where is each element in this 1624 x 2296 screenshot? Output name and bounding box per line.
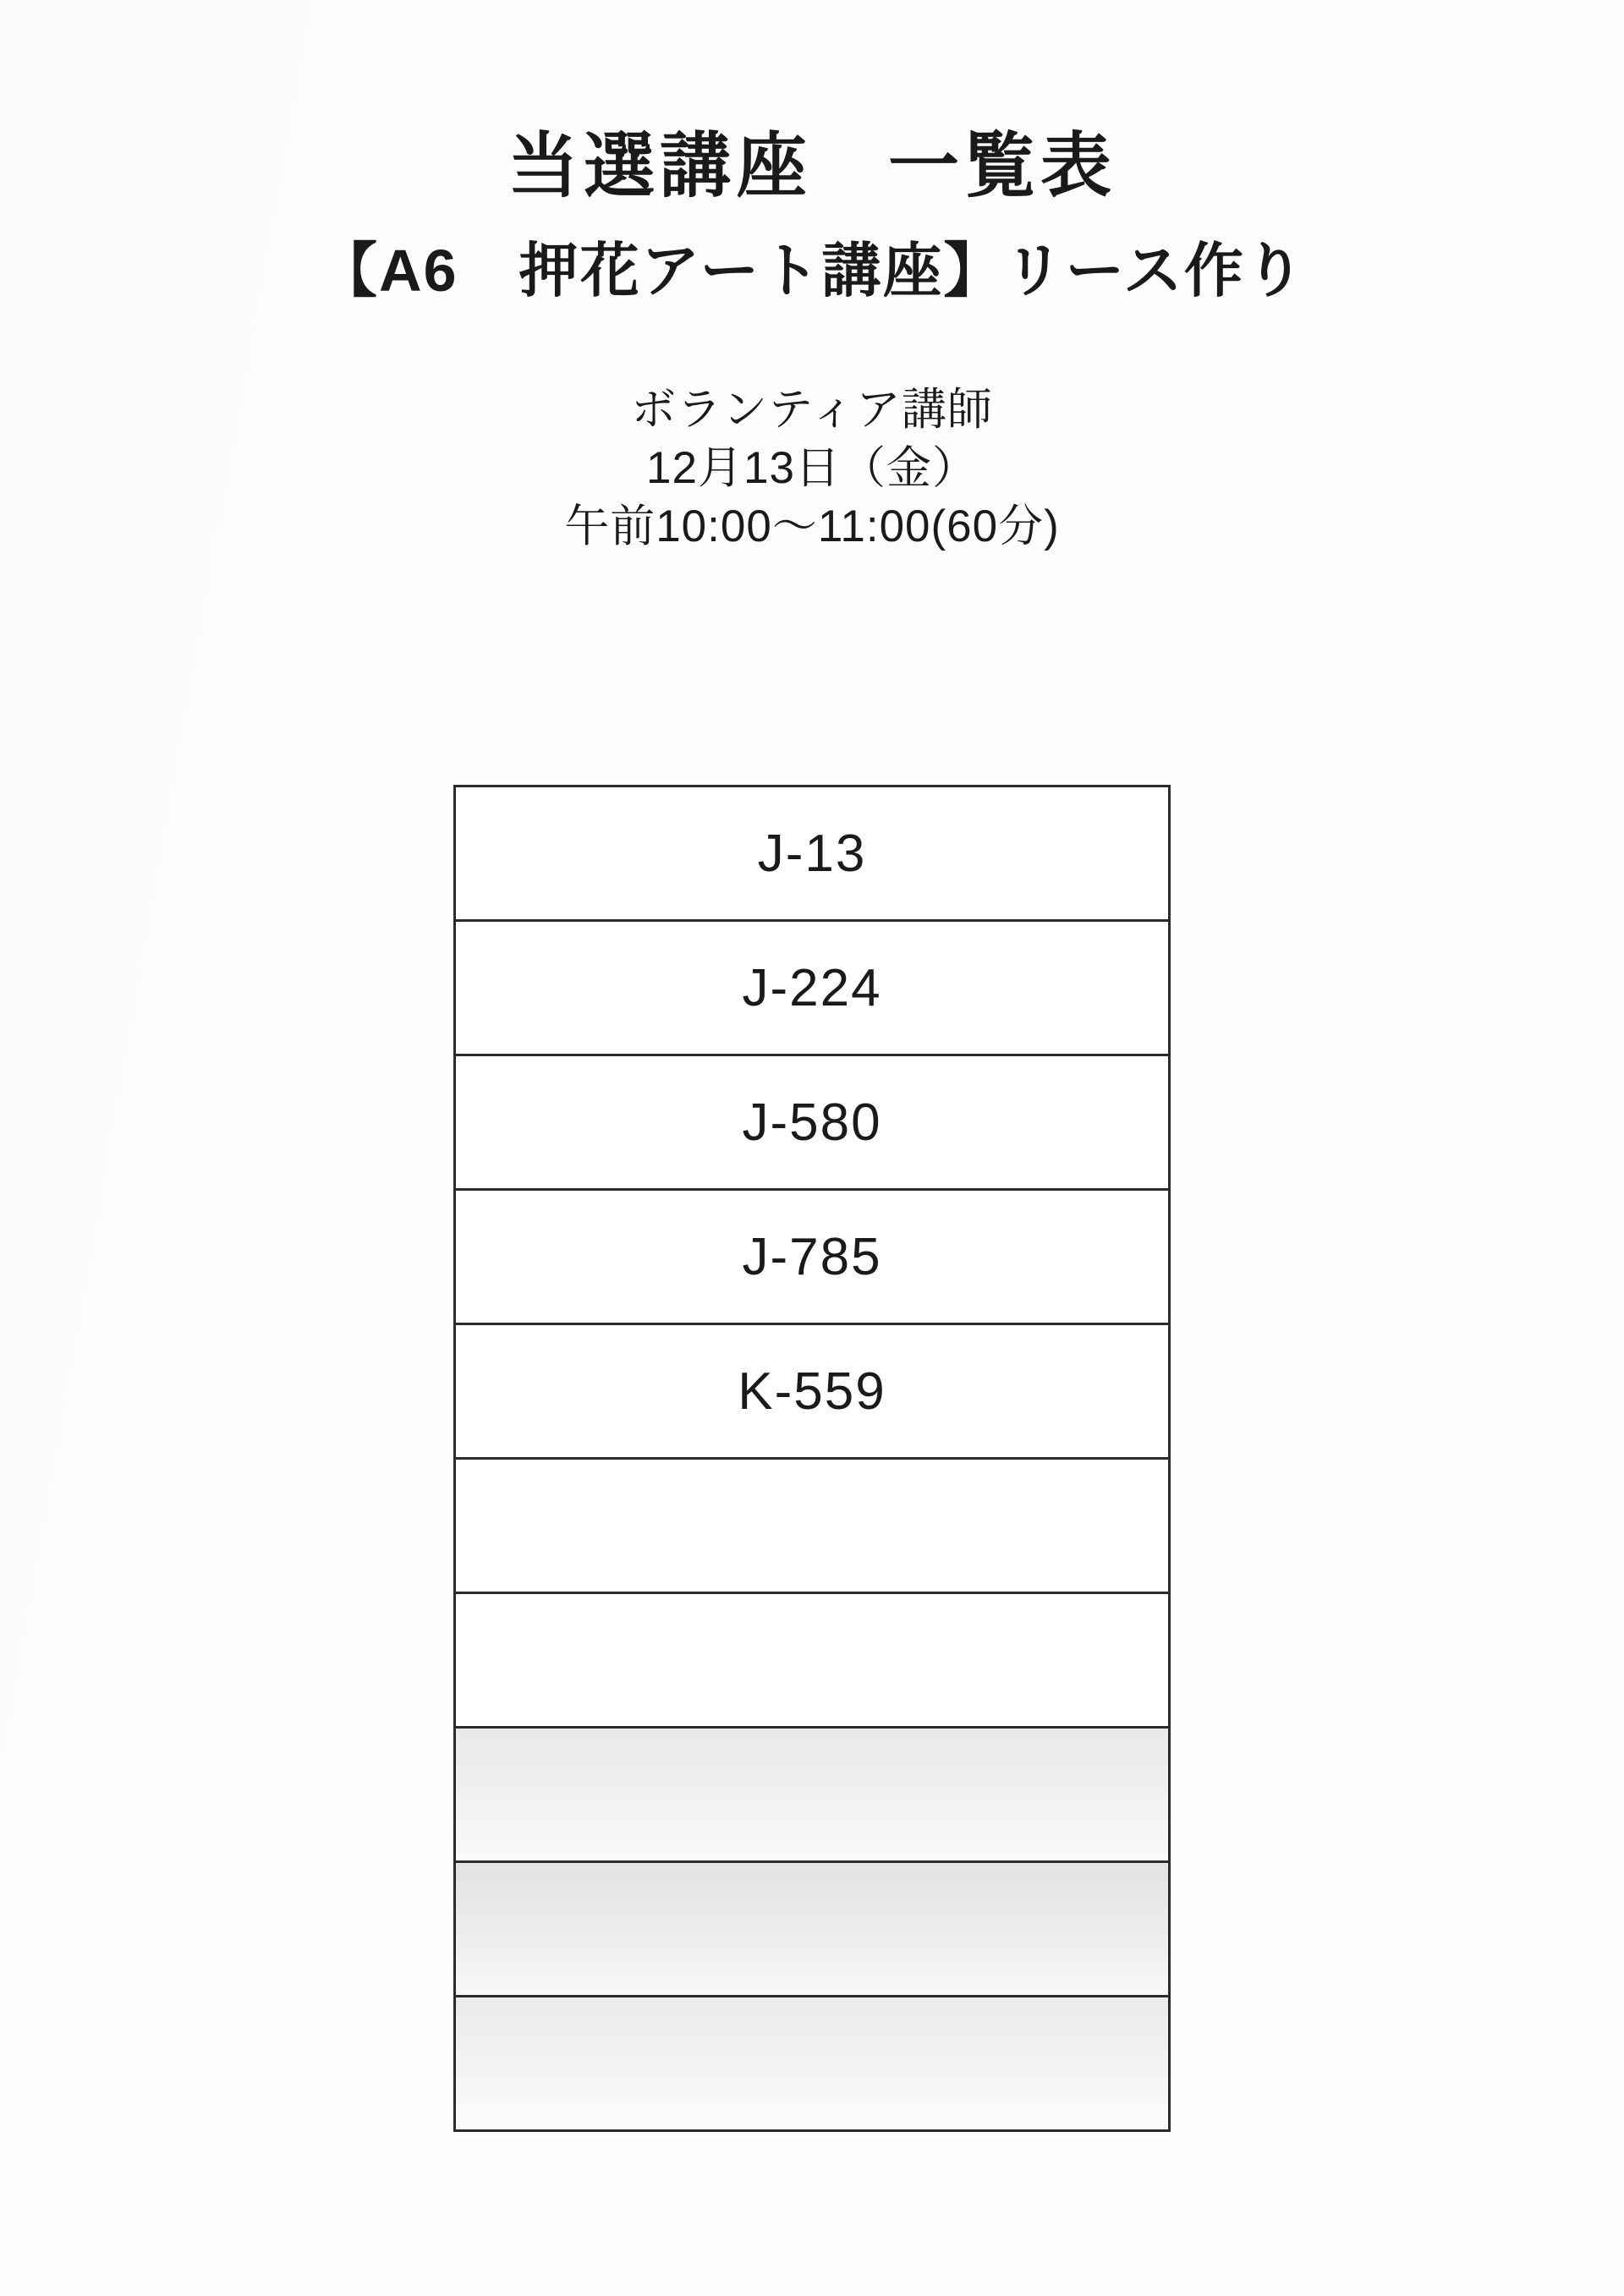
winners-table xyxy=(453,785,1171,2132)
winners-table-container xyxy=(453,785,1171,2132)
winner-id-cell: J-13 xyxy=(455,786,1170,921)
winner-id-cell-empty xyxy=(455,1459,1170,1593)
table-row xyxy=(455,1324,1170,1459)
winner-id-cell-empty xyxy=(455,1728,1170,1862)
instructor-line: ボランティア講師 xyxy=(631,384,993,435)
winner-id-cell: J-785 xyxy=(455,1190,1170,1324)
page-title: 当選講座 一覧表 xyxy=(507,126,1116,205)
table-row xyxy=(455,1728,1170,1862)
course-subtitle: 【A6 押花アート講座】リース作り xyxy=(318,238,1306,304)
table-row xyxy=(455,921,1170,1055)
winner-id-cell-empty xyxy=(455,1997,1170,2131)
table-row xyxy=(455,1593,1170,1728)
table-row xyxy=(455,786,1170,921)
table-row xyxy=(455,1997,1170,2131)
table-row xyxy=(455,1459,1170,1593)
table-row xyxy=(455,1862,1170,1997)
date-line: 12月13日（金） xyxy=(646,442,978,493)
title-block xyxy=(0,127,1624,305)
winner-id-cell: J-224 xyxy=(455,921,1170,1055)
winner-id-cell: J-580 xyxy=(455,1055,1170,1190)
winner-id-cell: K-559 xyxy=(455,1324,1170,1459)
winner-id-cell-empty xyxy=(455,1593,1170,1728)
time-line: 午前10:00〜11:00(60分) xyxy=(564,501,1060,551)
table-row xyxy=(455,1055,1170,1190)
course-details xyxy=(0,381,1624,556)
table-row xyxy=(455,1190,1170,1324)
winner-id-cell-empty xyxy=(455,1862,1170,1997)
winners-table-body xyxy=(455,786,1170,2131)
